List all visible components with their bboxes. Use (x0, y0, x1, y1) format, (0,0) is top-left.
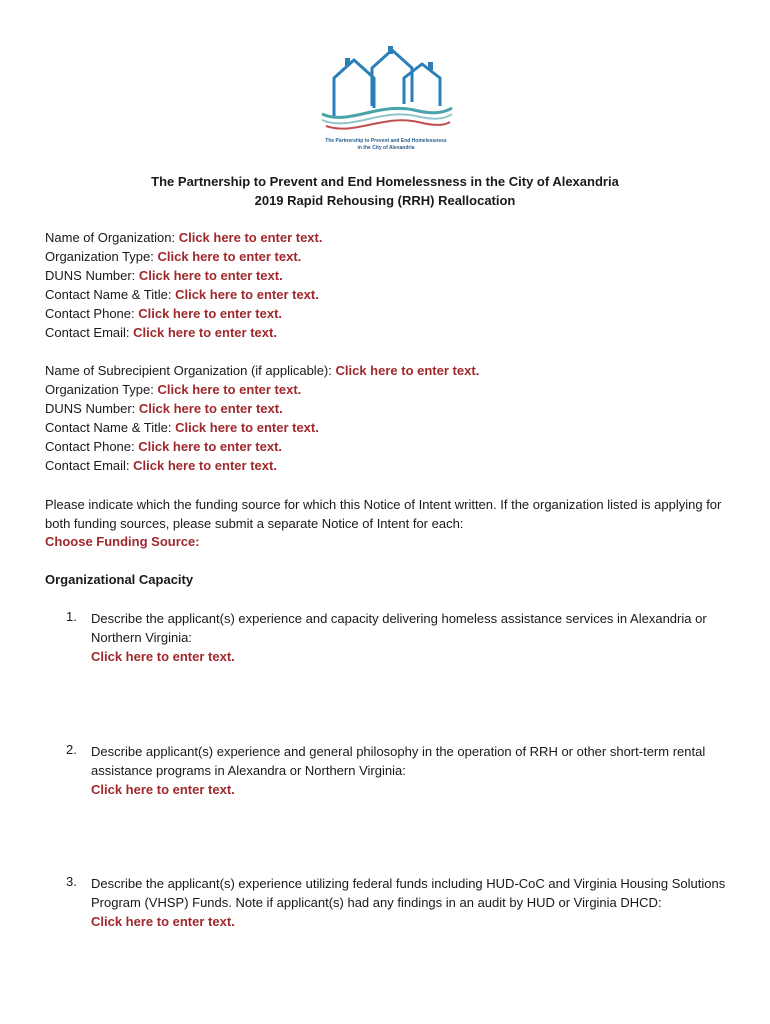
org-contact-row (45, 287, 319, 302)
answer-field-1[interactable]: Click here to enter text. (91, 649, 235, 664)
question-text: Describe the applicant(s) experience and capacity delivering homeless assistance services in Alexandria or Northern Virginia: (91, 611, 707, 645)
org-type-row (45, 249, 301, 264)
sub-duns-field[interactable]: Click here to enter text. (138, 401, 283, 416)
org-email-label: Contact Email: (45, 325, 130, 340)
sub-duns-label: DUNS Number: (45, 401, 136, 416)
question-number: 3. (66, 874, 77, 889)
org-name-label: Name of Organization: (45, 230, 176, 245)
org-name-row (45, 230, 322, 245)
sub-name-row (45, 363, 479, 378)
logo-text-line2: in the City of Alexandria (357, 145, 415, 151)
sub-phone-row (45, 439, 282, 454)
org-email-row (45, 325, 277, 340)
question-3 (91, 874, 731, 931)
question-1 (91, 609, 731, 666)
question-2 (91, 742, 731, 799)
logo-text-line1: The Partnership to Prevent and End Homelessness (325, 138, 447, 144)
answer-field-3[interactable]: Click here to enter text. (91, 914, 235, 929)
org-type-field[interactable]: Click here to enter text. (157, 249, 302, 264)
org-email-field[interactable]: Click here to enter text. (133, 325, 277, 340)
page-subtitle: 2019 Rapid Rehousing (RRH) Reallocation (254, 193, 516, 208)
answer-field-2[interactable]: Click here to enter text. (91, 782, 235, 797)
org-type-label: Organization Type: (45, 249, 154, 264)
sub-email-row (45, 458, 277, 473)
funding-instructions: Please indicate which the funding source for which this Notice of Intent written. If the organization listed is applying for both funding sources, please submit a separate Notice of Intent for each: (45, 497, 722, 531)
sub-contact-label: Contact Name & Title: (45, 420, 172, 435)
sub-type-field[interactable]: Click here to enter text. (157, 382, 302, 397)
org-contact-label: Contact Name & Title: (45, 287, 172, 302)
org-duns-row (45, 268, 283, 283)
org-phone-label: Contact Phone: (45, 306, 135, 321)
org-phone-field[interactable]: Click here to enter text. (138, 306, 283, 321)
sub-phone-label: Contact Phone: (45, 439, 135, 454)
org-contact-field[interactable]: Click here to enter text. (175, 287, 319, 302)
sub-email-label: Contact Email: (45, 458, 130, 473)
sub-name-field[interactable]: Click here to enter text. (335, 363, 480, 378)
sub-duns-row (45, 401, 283, 416)
capacity-heading: Organizational Capacity (45, 572, 194, 587)
partnership-logo (318, 44, 454, 154)
funding-source-dropdown[interactable]: Choose Funding Source: (45, 534, 200, 549)
sub-type-label: Organization Type: (45, 382, 154, 397)
sub-email-field[interactable]: Click here to enter text. (133, 458, 277, 473)
org-duns-field[interactable]: Click here to enter text. (138, 268, 283, 283)
org-name-field[interactable]: Click here to enter text. (178, 230, 323, 245)
page-title: The Partnership to Prevent and End Homelessness in the City of Alexandria (151, 174, 619, 189)
sub-contact-row (45, 420, 319, 435)
sub-type-row (45, 382, 301, 397)
question-number: 1. (66, 609, 77, 624)
org-duns-label: DUNS Number: (45, 268, 136, 283)
houses-logo-icon (318, 44, 454, 136)
sub-name-label: Name of Subrecipient Organization (if applicable): (45, 363, 332, 378)
sub-contact-field[interactable]: Click here to enter text. (175, 420, 319, 435)
question-text: Describe the applicant(s) experience utilizing federal funds including HUD-CoC and Virginia Housing Solutions Program (VHSP) Funds. Note if applicant(s) had any findings in an audit by HUD or Virginia DHCD: (91, 876, 726, 910)
org-phone-row (45, 306, 282, 321)
question-text: Describe applicant(s) experience and general philosophy in the operation of RRH or other short-term rental assistance programs in Alexandra or Northern Virginia: (91, 744, 706, 778)
sub-phone-field[interactable]: Click here to enter text. (138, 439, 283, 454)
question-number: 2. (66, 742, 77, 757)
